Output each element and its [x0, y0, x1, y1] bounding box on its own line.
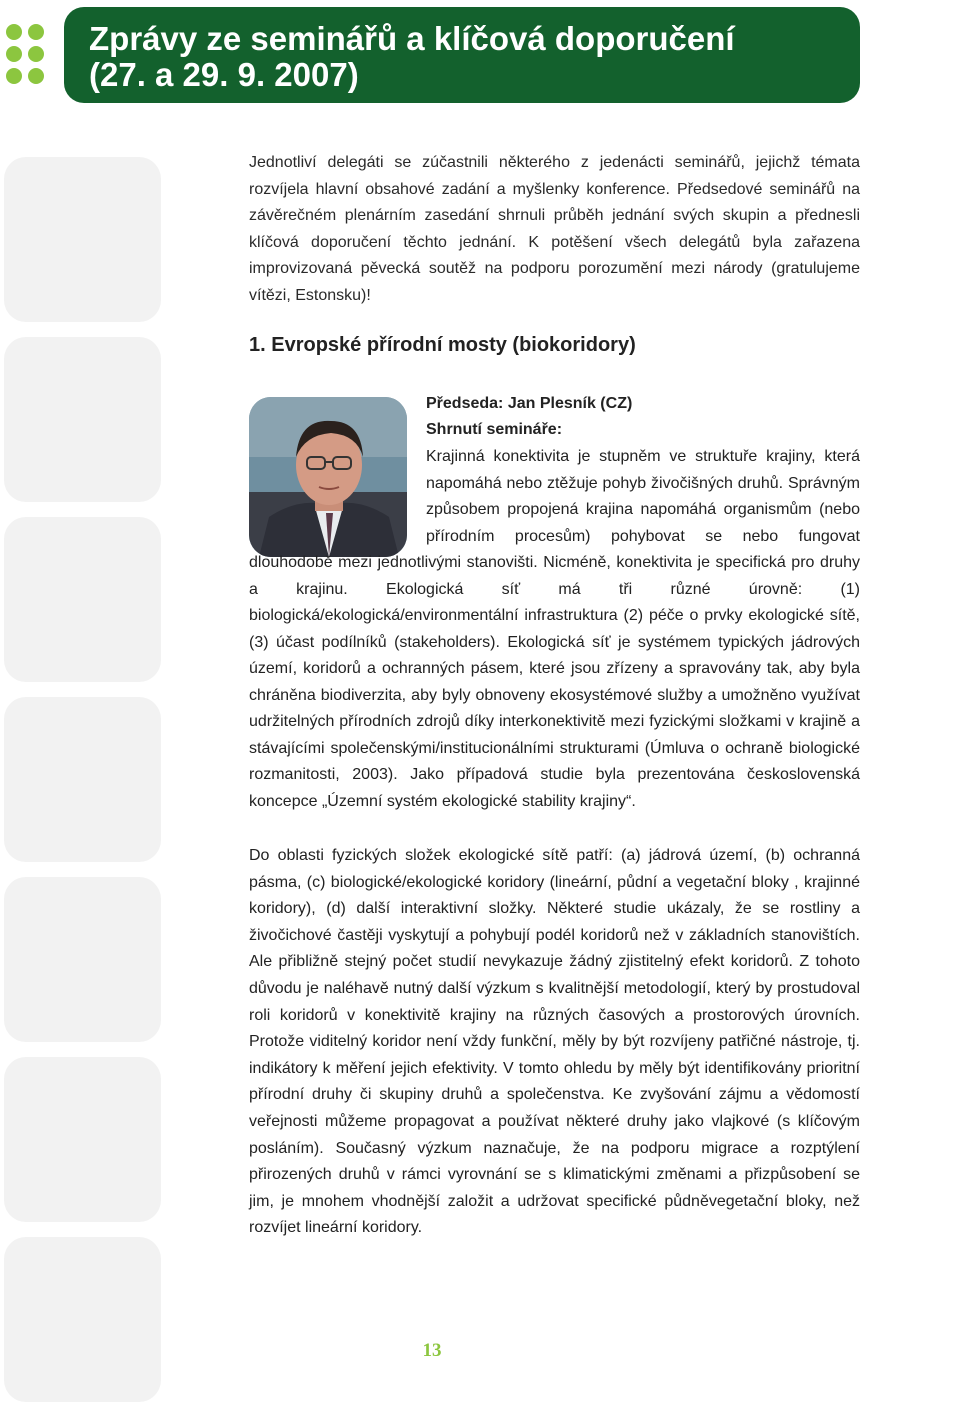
- section-paragraph-2: Do oblasti fyzických složek ekologické sítě patří: (a) jádrová území, (b) ochranná pásma, (c) biologické/ekologické koridory (lineární, půdní a vegetační bloky , krajinné koridory), (d) další interaktivní složky. Některé studie ukázaly, že se rostliny a živočichové častěji vyskytují a pohybují podél koridorů než v základních stanovištích. Ale přibližně stejný počet studií nevykazuje žádný zjistitelný efekt koridorů. Z tohoto důvodu je naléhavě nutný další výzkum s kvalitnější metodologií, který by prostudoval roli koridorů v konektivitě krajiny na různých časových a prostorových úrovních. Protože viditelný koridor není vždy funkční, měly by být rozvíjeny patřičné nástroje, tj. indikátory k měření jejich efektivity. V tomto ohledu by měly být identifikovány prioritní přírodní druhy či skupiny druhů a společenstva. Ke zvyšování zájmu a vědomostí veřejnosti můžeme propagovat a používat některé druhy jako vlajkové (s klíčovým posláním). Současný výzkum naznačuje, že na podporu migrace a rozptýlení přirozených druhů v rámci vyrovnání se s klimatickými změnami a přizpůsobení se jim, je mnohem vhodnější založit a udržovat specifické půdněvegetační bloky, než rozvíjet lineární koridory.: [249, 847, 860, 1237]
- section-paragraph-1-text: Krajinná konektivita je stupněm ve struktuře krajiny, která napomáhá nebo ztěžuje pohyb živočišných druhů. Správným způsobem propojená krajina napomáhá organismům (nebo přírodním procesům) pohybovat se nebo fungovat dlouhodobě mezi jednotlivými stanovišti. Nicméně, konektivita je specifická pro druhy a krajinu. Ekologická síť má tři různé úrovně: (1) biologická/ekologická/environmentální infrastruktura (2) péče o prvky ekologické sítě, (3) účast podílníků (stakeholders). Ekologická síť je systémem typických jádrových území, koridorů a ochranných pásem, které jsou zřízeny a spravovány tak, aby byla chráněna biodiverzita, aby byly obnoveny ekosystémové služby a umožněno využívat udržitelných přírodních zdrojů díky interkonektivitě mezi fyzickými složkami v krajině a stávajícími společenskými/institucionálními strukturami (Úmluva o ochraně biologické rozmanitosti, 2003). Jako případová studie byla prezentována československá koncepce „Územní systém ekologické stability krajiny“.: [249, 448, 860, 810]
- page-title: [89, 21, 735, 93]
- dots-logo-icon: [6, 24, 46, 86]
- decorative-panel: [4, 1237, 161, 1402]
- decorative-panel: [4, 1057, 161, 1222]
- decorative-panel: [4, 157, 161, 322]
- page-title-line2: (27. a 29. 9. 2007): [89, 56, 359, 93]
- page-title-line1: Zprávy ze seminářů a klíčová doporučení: [89, 20, 735, 57]
- photo-wrap-spacer: [249, 444, 426, 550]
- section-heading: 1. Evropské přírodní mosty (biokoridory): [249, 334, 636, 356]
- summary-label: Shrnutí semináře:: [426, 421, 563, 438]
- section-paragraph-1: [249, 444, 860, 815]
- seminar-chair: Předseda: Jan Plesník (CZ): [426, 395, 633, 412]
- page-number: 13: [422, 1340, 442, 1361]
- decorative-panel: [4, 337, 161, 502]
- decorative-panel: [4, 697, 161, 862]
- decorative-panel: [4, 877, 161, 1042]
- intro-paragraph: Jednotliví delegáti se zúčastnili některého z jedenácti seminářů, jejichž témata rozvíjela hlavní obsahové zadání a myšlenky konference. Předsedové seminářů na závěrečném plenárním zasedání shrnuli průběh jednání svých skupin a přednesli klíčová doporučení těchto jednání. K potěšení všech delegátů byla zařazena improvizovaná pěvecká soutěž na podporu porozumění mezi národy (gratulujeme vítězi, Estonsku)!: [249, 154, 860, 304]
- header-banner: [64, 7, 860, 103]
- decorative-panel: [4, 517, 161, 682]
